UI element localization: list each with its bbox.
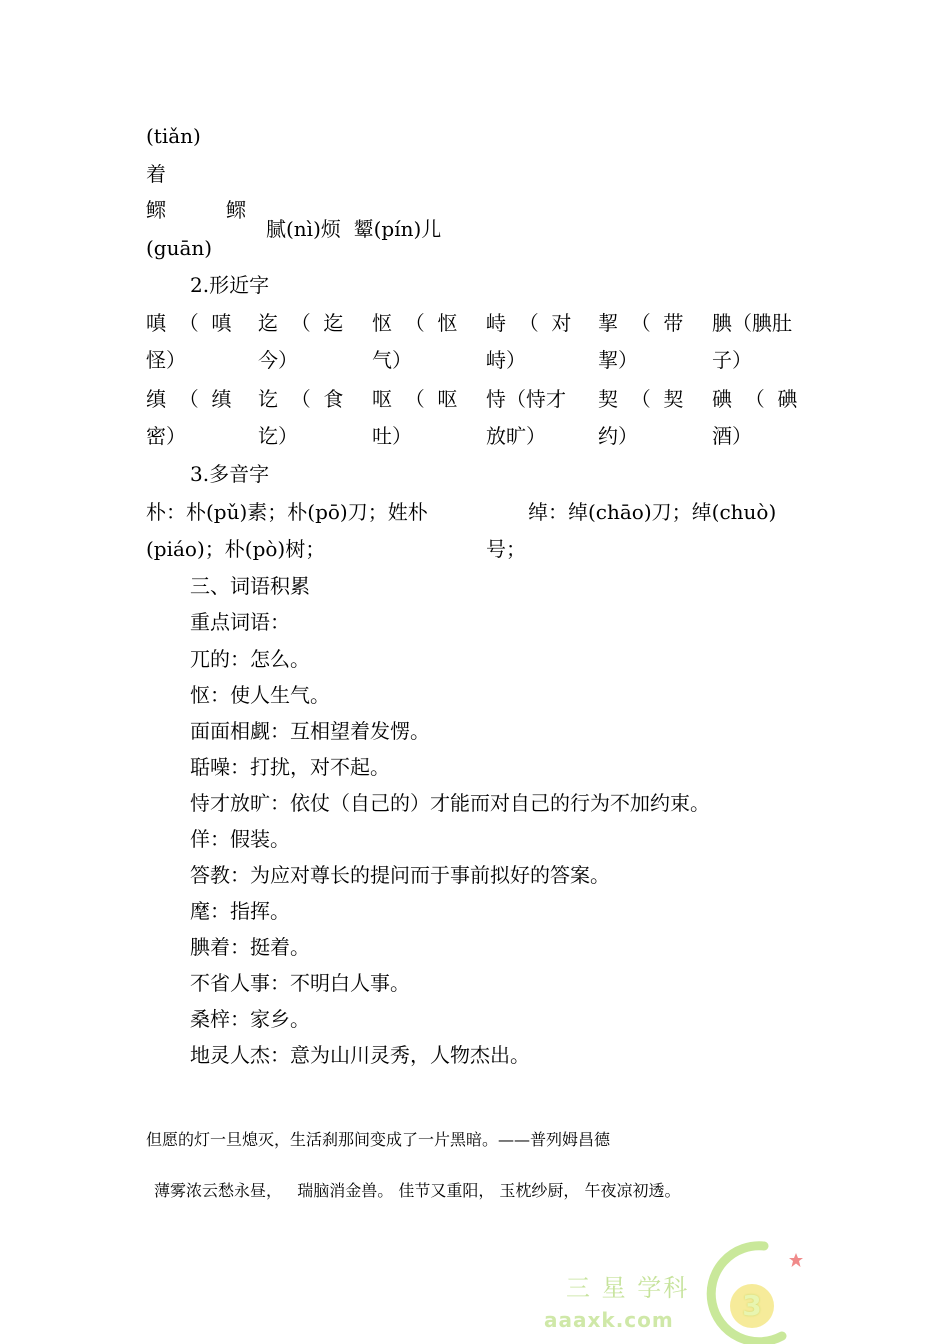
grid-cell: 碘 （ 碘: [712, 387, 798, 411]
vocab-item: 佯：假装。: [190, 827, 290, 851]
grid-cell: 约）: [598, 424, 638, 448]
grid-cell: 子）: [712, 348, 752, 372]
grid-cell: 讫）: [258, 424, 298, 448]
grid-cell: 呕 （ 呕: [372, 387, 458, 411]
logo-text-cn: 三 星 学科: [566, 1274, 690, 1302]
pinyin-guan: (guān): [146, 236, 213, 260]
section2-heading: 2.形近字: [190, 273, 270, 297]
polyphone-pu-line2: (piáo)；朴(pò)树；: [146, 537, 326, 561]
footer-quote: 但愿的灯一旦熄灭，生活刹那间变成了一片黑暗。——普列姆昌德: [146, 1130, 611, 1149]
grid-cell: 放旷）: [486, 424, 546, 448]
char-guan-2: 鳏: [226, 198, 246, 222]
grid-cell: 挈 （ 带: [598, 311, 684, 335]
vocab-item: 麾：指挥。: [190, 899, 290, 923]
logo-badge-number: 3: [742, 1289, 762, 1322]
grid-cell: 缜 （ 缜: [146, 387, 232, 411]
vocab-item: 恃才放旷：依仗（自己的）才能而对自己的行为不加约束。: [190, 791, 710, 815]
grid-cell: 契 （ 契: [598, 387, 684, 411]
grid-cell: 挈）: [598, 348, 638, 372]
pinyin-tian: (tiǎn): [146, 124, 201, 148]
vocab-subheading: 重点词语：: [190, 610, 290, 634]
vocab-item: 聒噪：打扰，对不起。: [190, 755, 390, 779]
grid-cell: 吐）: [372, 424, 412, 448]
vocab-item: 地灵人杰：意为山川灵秀，人物杰出。: [190, 1043, 530, 1067]
section3-heading: 3.多音字: [190, 462, 270, 486]
footer-poem: 薄雾浓云愁永昼， 瑞脑消金兽。 佳节又重阳， 玉枕纱厨， 午夜凉初透。: [154, 1181, 681, 1200]
grid-cell: 密）: [146, 424, 186, 448]
vocab-item: 答教：为应对尊长的提问而于事前拟好的答案。: [190, 863, 610, 887]
vocab-item: 怄：使人生气。: [190, 683, 330, 707]
grid-cell: 酒）: [712, 424, 752, 448]
vocab-item: 兀的：怎么。: [190, 647, 310, 671]
grid-cell: 怄 （ 怄: [372, 311, 458, 335]
grid-cell: 恃（恃才: [486, 387, 566, 411]
inline-words: 腻(nì)烦 颦(pín)儿: [266, 217, 442, 241]
vocab-heading: 三、词语积累: [190, 574, 310, 598]
grid-cell: 腆（腆肚: [712, 311, 792, 335]
polyphone-pu-line1: 朴：朴(pǔ)素；朴(pō)刀；姓朴: [146, 500, 428, 524]
grid-cell: 今）: [258, 348, 298, 372]
vocab-item: 桑梓：家乡。: [190, 1007, 310, 1031]
grid-cell: 嗔 （ 嗔: [146, 311, 232, 335]
grid-cell: 气）: [372, 348, 412, 372]
vocab-item: 面面相觑：互相望着发愣。: [190, 719, 430, 743]
logo-badge: [730, 1284, 774, 1328]
logo-star-icon: [788, 1252, 804, 1268]
polyphone-chuo-line2: 号；: [486, 537, 526, 561]
char-zhe: 着: [146, 162, 166, 186]
grid-cell: 迄 （ 迄: [258, 311, 344, 335]
logo-text-url: aaaxk.com: [544, 1308, 674, 1332]
grid-cell: 怪）: [146, 348, 186, 372]
grid-cell: 讫 （ 食: [258, 387, 344, 411]
vocab-item: 不省人事：不明白人事。: [190, 971, 410, 995]
char-guan-1: 鳏: [146, 198, 166, 222]
grid-cell: 峙）: [486, 348, 526, 372]
site-logo: [536, 1238, 806, 1344]
polyphone-chuo-line1: 绰：绰(chāo)刀；绰(chuò): [528, 500, 777, 524]
vocab-item: 腆着：挺着。: [190, 935, 310, 959]
grid-cell: 峙 （ 对: [486, 311, 572, 335]
